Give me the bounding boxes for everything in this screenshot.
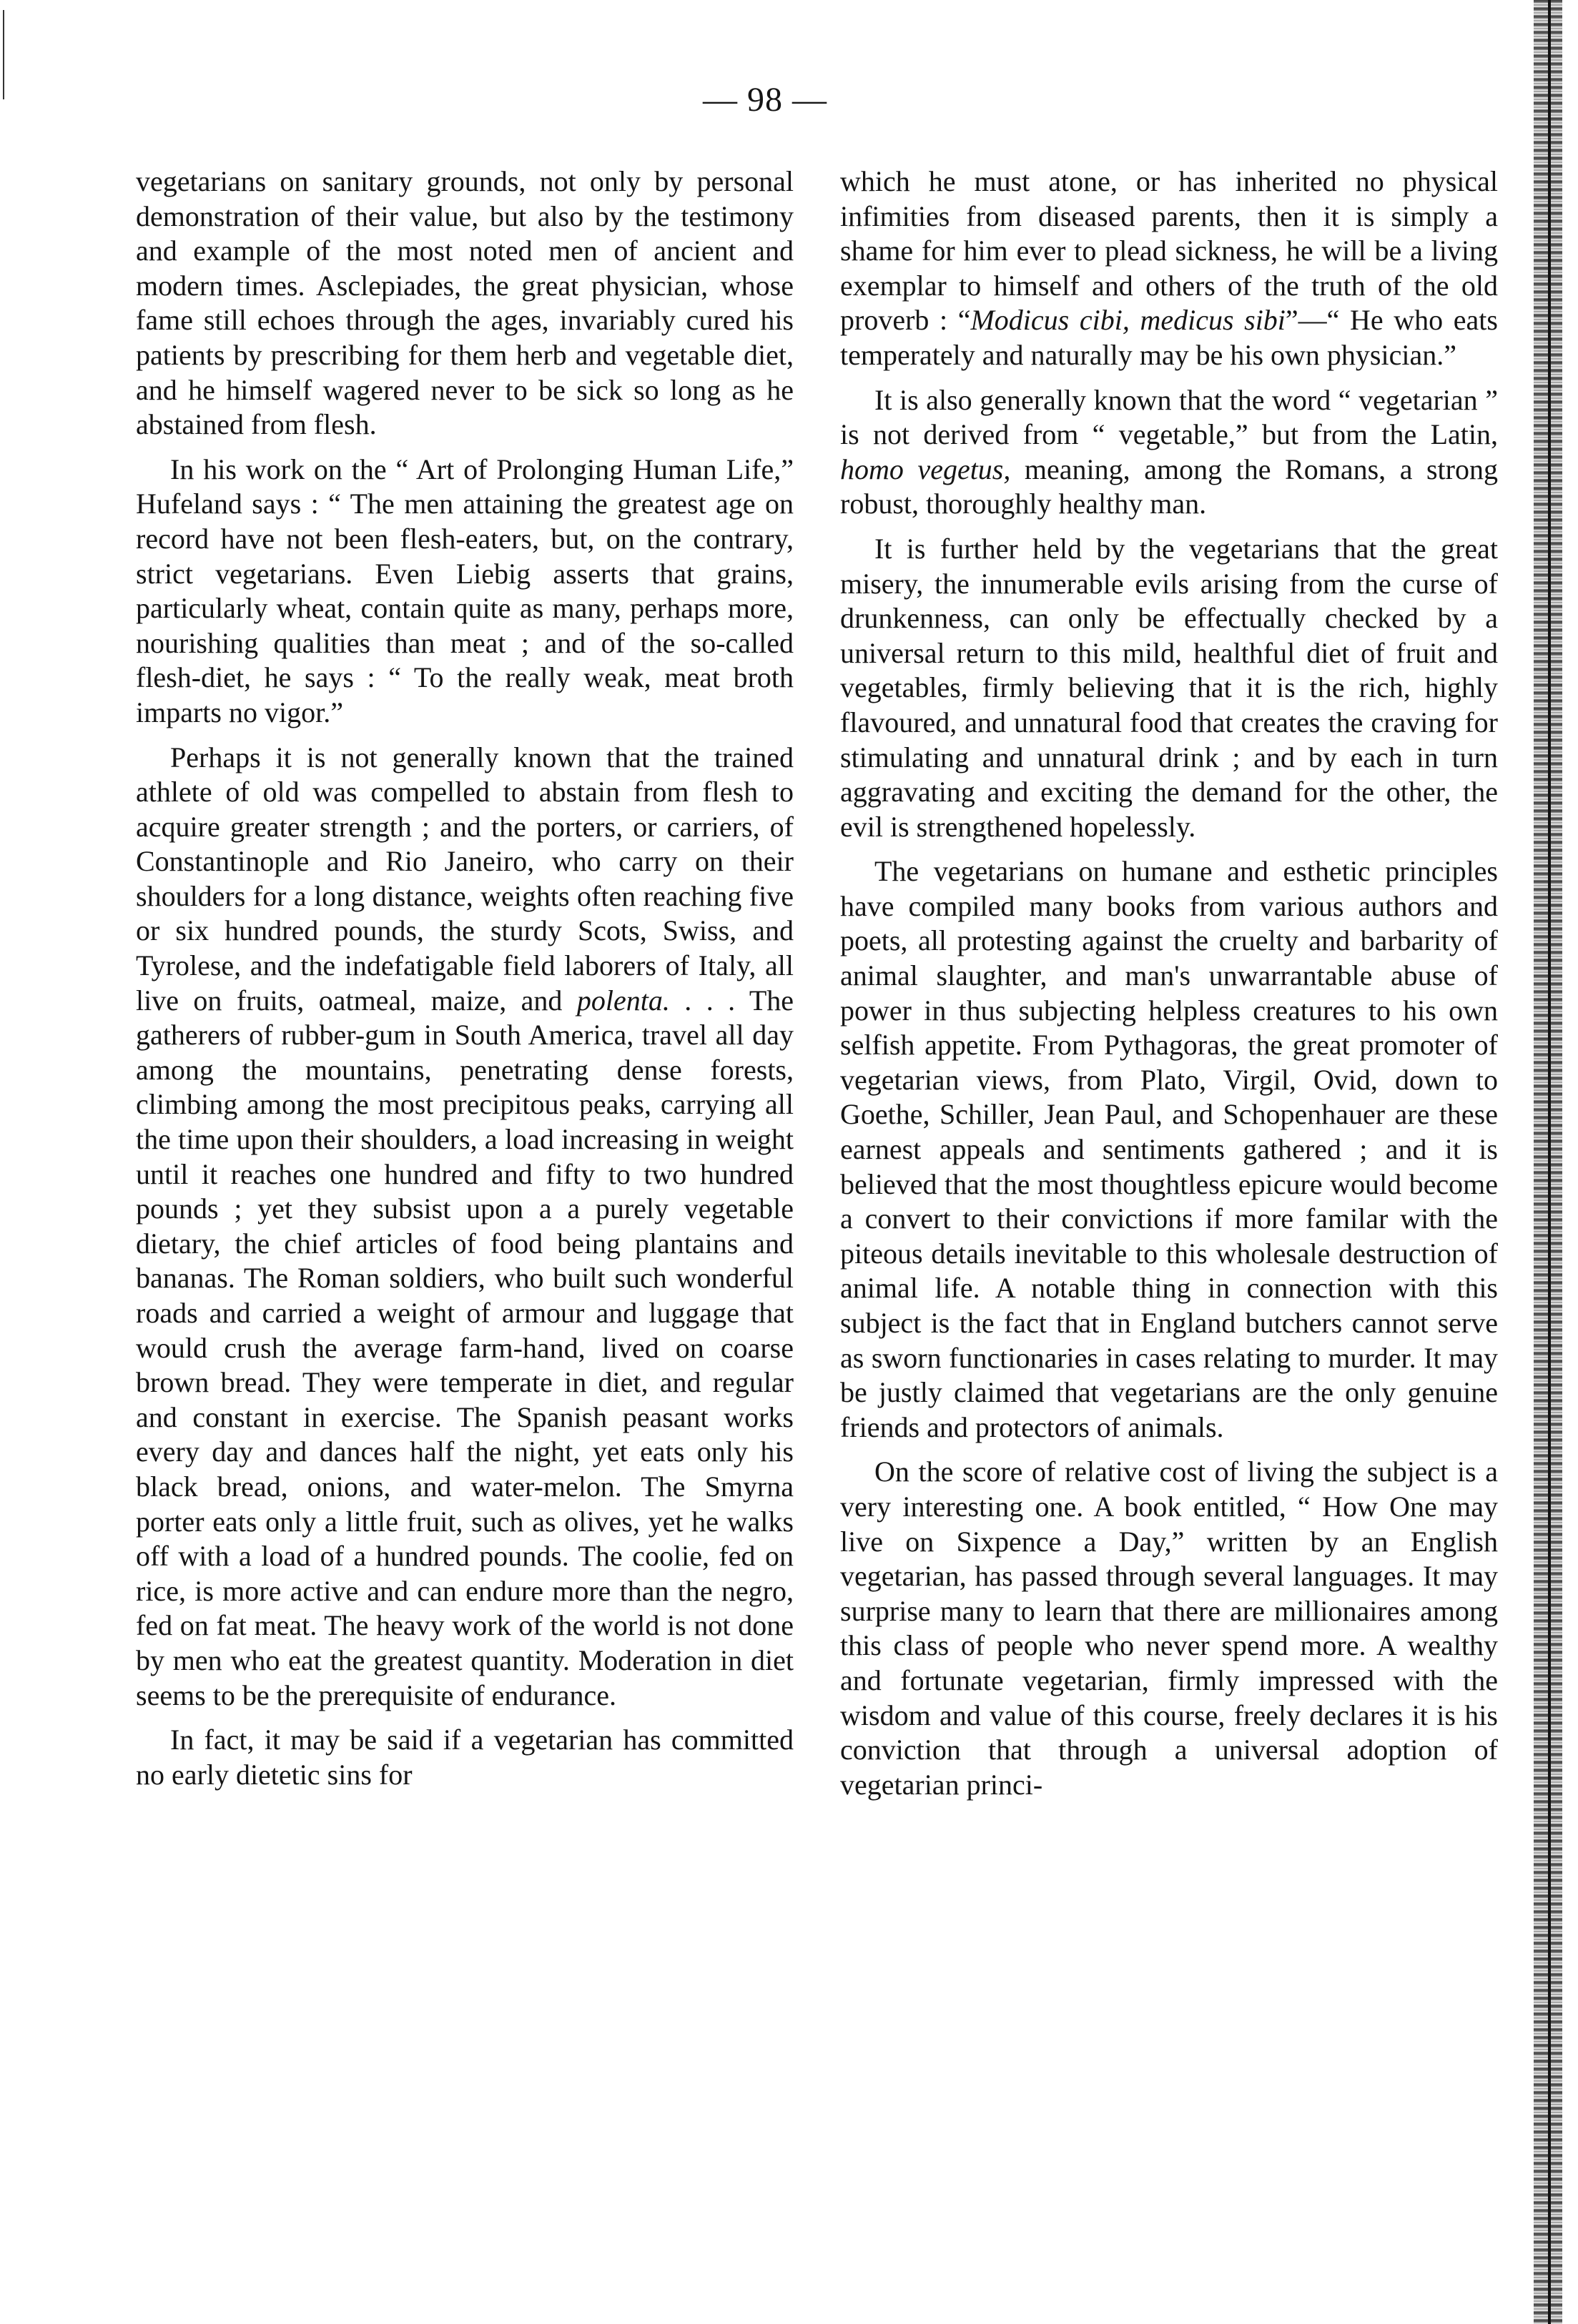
right-paragraph-2-part-a: It is also generally known that the word “ vegetarian ” is not derived from “ vegetable,” but from the Latin, [840, 383, 1498, 451]
right-paragraph-2 [840, 383, 1498, 522]
right-paragraph-1-italic: Modicus cibi, medicus sibi [970, 304, 1286, 337]
right-paragraph-5: On the score of relative cost of living the subject is a very interesting one. A book entitled, “ How One may live on Sixpence a Day,” written by an English vegetarian, has passed through several languages. It may surprise many to learn that there are millionaires among this class of people who never spend more. A wealthy and fortunate vegetarian, firmly impressed with the wisdom and value of this course, freely declares it is his conviction that through a universal adoption of vegetarian princi- [840, 1455, 1498, 1801]
right-paragraph-2-part-b: meaning, among the Romans, a strong robust, thoroughly healthy man. [840, 453, 1498, 520]
right-paragraph-1 [840, 164, 1498, 373]
right-paragraph-1-part-a: which he must atone, or has inherited no physical infimities from diseased parents, then it is simply a shame for him ever to plead sickness, he will be a living exemplar to himself and others of the truth of the old proverb : “ [840, 165, 1498, 337]
right-paragraph-1-part-b: ”—“ He who eats temperately and naturally may be his own physician.” [840, 304, 1498, 371]
left-paragraph-3-italic: polenta. [576, 984, 670, 1017]
page-number: — 98 — [703, 81, 827, 119]
binding-edge-line [1548, 0, 1551, 2324]
right-paragraph-3: It is further held by the vegetarians that the great misery, the innumerable evils arising from the curse of drunkenness, can only be effectually checked by a universal return to this mild, healthful diet of fruit and vegetables, firmly believing that it is the rich, highly flavoured, and unnatural food that creates the craving for stimulating and unnatural drink ; and by each in turn aggravating and exciting the demand for the other, the evil is strengthened hopelessly. [840, 532, 1498, 843]
left-column [136, 164, 794, 1792]
right-column [840, 164, 1498, 1802]
left-paragraph-3-part-a: Perhaps it is not generally known that the trained athlete of old was compelled to abstain from flesh to acquire greater strength ; and the porters, or carriers, of Constantinople and Rio Janeiro, who carry on their shoulders for a long distance, weights often reaching five or six hundred pounds, the sturdy Scots, Swiss, and Tyrolese, and the indefatigable field laborers of Italy, all live on fruits, oatmeal, maize, and [136, 741, 794, 1017]
left-paragraph-3-part-b: . . . The gatherers of rubber-gum in South America, travel all day among the mountains, penetrating dense forests, climbing among the most precipitous peaks, carrying all the time upon their shoulders, a load increasing in weight until it reaches one hundred and fifty to two hundred pounds ; yet they subsist upon a a purely vegetable dietary, the chief articles of food being plantains and bananas. The Roman soldiers, who built such wonderful roads and carried a weight of armour and luggage that would crush the average farm-hand, lived on coarse brown bread. They were temperate in diet, and regular and constant in exercise. The Spanish peasant works every day and dances half the night, yet eats only his black bread, onions, and water-melon. The Smyrna porter eats only a little fruit, such as olives, yet he walks off with a load of a hundred pounds. The coolie, fed on rice, is more active and can endure more than the negro, fed on fat meat. The heavy work of the world is not done by men who eat the greatest quantity. Moderation in diet seems to be the prerequisite of endurance. [136, 984, 794, 1711]
right-paragraph-4: The vegetarians on humane and esthetic principles have compiled many books from various authors and poets, all protesting against the cruelty and barbarity of animal slaughter, and man's unwarrantable abuse of power in thus subjecting helpless creatures to his own selfish appetite. From Pythagoras, the great promoter of vegetarian views, from Plato, Virgil, Ovid, down to Goethe, Schiller, Jean Paul, and Schopenhauer are these earnest appeals and sentiments gathered ; and it is believed that the most thoughtless epicure would become a convert to their convictions if more familar with the piteous details inevitable to this wholesale destruction of animal life. A notable thing in connection with this subject is the fact that in England butchers cannot serve as sworn functionaries in cases relating to murder. It may be justly claimed that vegetarians are the only genuine friends and protectors of animals. [840, 855, 1498, 1443]
left-paragraph-3 [136, 741, 794, 1714]
right-paragraph-2-italic: homo vegetus, [840, 453, 1011, 485]
left-paragraph-1: vegetarians on sanitary grounds, not only by personal demonstration of their value, but also by the testimony and example of the most noted men of ancient and modern times. Asclepiades, the great physician, whose fame still echoes through the ages, invariably cured his patients by prescribing for them herb and vegetable diet, and he himself wagered never to be sick so long as he abstained from flesh. [136, 165, 794, 441]
left-paragraph-4: In fact, it may be said if a vegetarian has committed no early dietetic sins for [136, 1724, 794, 1791]
left-paragraph-2: In his work on the “ Art of Prolonging Human Life,” Hufeland says : “ The men attaining the greatest age on record have not been flesh-eaters, but, on the contrary, strict vegetarians. Even Liebig asserts that grains, particularly wheat, contain quite as many, perhaps more, nourishing qualities than meat ; and of the so-called flesh-diet, he says : “ To the really weak, meat broth imparts no vigor.” [136, 453, 794, 728]
